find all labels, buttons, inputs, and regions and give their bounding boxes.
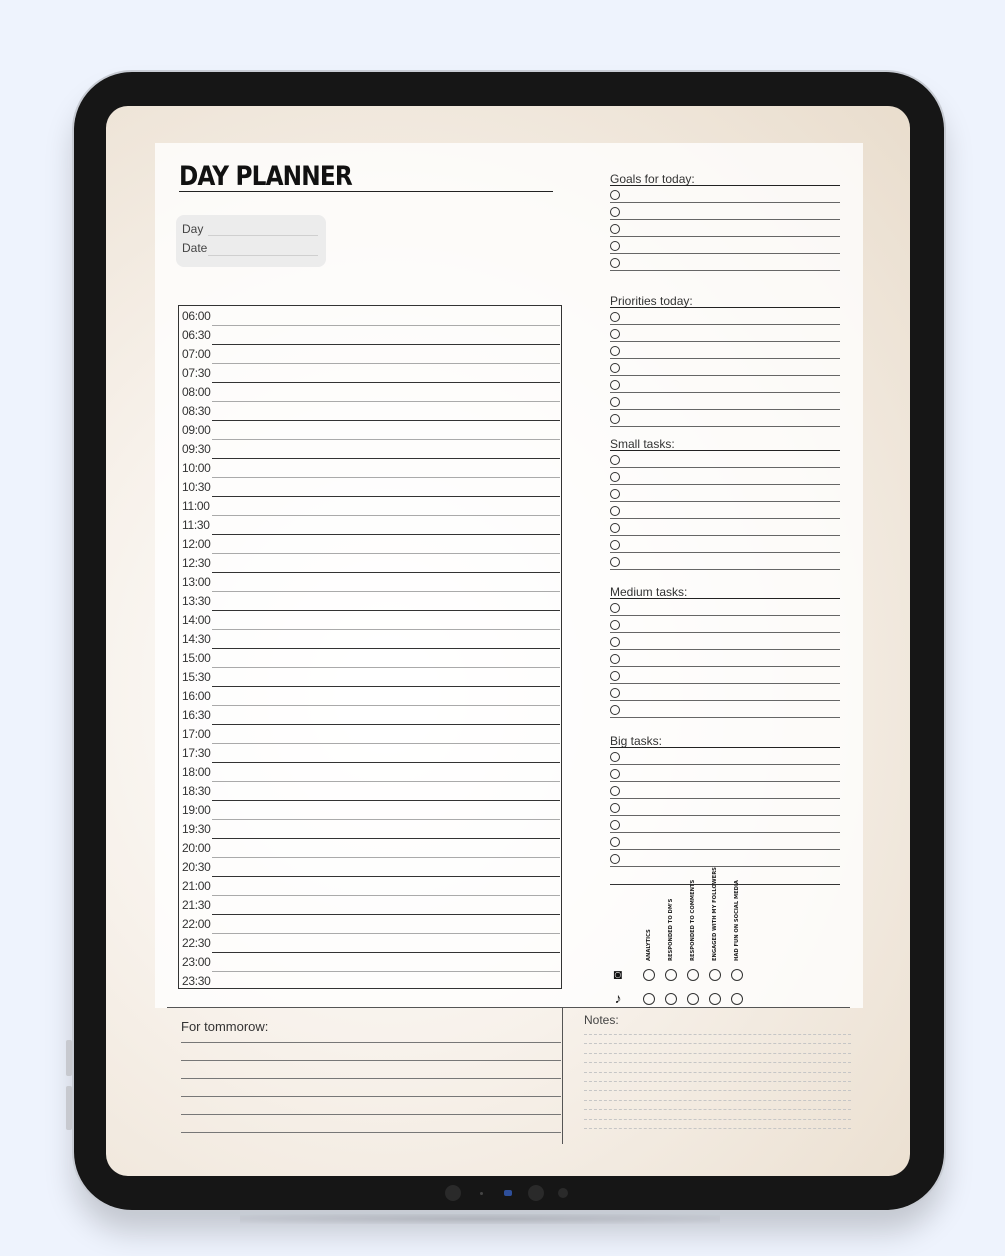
time-slot-label: 17:00 [182, 727, 211, 741]
time-slot-label: 16:00 [182, 689, 211, 703]
date-label: Date [182, 241, 208, 255]
checkbox-circle[interactable] [610, 329, 620, 339]
tomorrow-line[interactable] [181, 1060, 561, 1061]
time-slot-line[interactable] [212, 458, 560, 459]
sensor-icon [480, 1192, 483, 1195]
time-slot-label: 07:30 [182, 366, 211, 380]
time-slot-line[interactable] [212, 629, 560, 630]
time-slot-line[interactable] [212, 857, 560, 858]
tomorrow-line[interactable] [181, 1042, 561, 1043]
time-slot-label: 20:00 [182, 841, 211, 855]
time-slot-line[interactable] [212, 477, 560, 478]
checkbox-circle[interactable] [610, 414, 620, 424]
time-slot-label: 06:30 [182, 328, 211, 342]
time-slot-line[interactable] [212, 667, 560, 668]
time-slot-line[interactable] [212, 363, 560, 364]
task-item[interactable] [610, 376, 840, 393]
sensor-icon [558, 1188, 568, 1198]
time-slot-label: 10:30 [182, 480, 211, 494]
task-item[interactable] [610, 186, 840, 203]
time-slot-line[interactable] [212, 325, 560, 326]
time-slot-label: 18:30 [182, 784, 211, 798]
social-column-header: RESPONDED TO COMMENTS [690, 879, 696, 961]
time-slot-label: 08:00 [182, 385, 211, 399]
task-item[interactable] [610, 782, 840, 799]
task-item[interactable] [610, 220, 840, 237]
notes-line[interactable] [584, 1109, 851, 1110]
tomorrow-label: For tommorow: [181, 1019, 269, 1034]
time-slot-label: 12:30 [182, 556, 211, 570]
time-slot-label: 07:00 [182, 347, 211, 361]
task-item[interactable] [610, 342, 840, 359]
social-checkbox[interactable] [665, 993, 677, 1005]
time-slot-line[interactable] [212, 914, 560, 915]
task-item[interactable] [610, 359, 840, 376]
section-title: Goals for today: [610, 172, 695, 186]
time-slot-line[interactable] [212, 800, 560, 801]
time-slot-line[interactable] [212, 743, 560, 744]
time-slot-line[interactable] [212, 344, 560, 345]
time-slot-label: 14:00 [182, 613, 211, 627]
time-slot-label: 12:00 [182, 537, 211, 551]
task-item[interactable] [610, 254, 840, 271]
time-slot-line[interactable] [212, 382, 560, 383]
hourly-schedule [178, 305, 562, 989]
social-checkbox[interactable] [731, 969, 743, 981]
social-checkbox[interactable] [643, 993, 655, 1005]
checkbox-circle[interactable] [610, 207, 620, 217]
checkbox-circle[interactable] [610, 688, 620, 698]
notes-line[interactable] [584, 1090, 851, 1091]
time-slot-label: 10:00 [182, 461, 211, 475]
checkbox-circle[interactable] [610, 523, 620, 533]
day-label: Day [182, 222, 204, 236]
task-item[interactable] [610, 650, 840, 667]
task-item[interactable] [610, 393, 840, 410]
task-line [610, 569, 840, 570]
checkbox-circle[interactable] [610, 312, 620, 322]
time-slot-line[interactable] [212, 705, 560, 706]
notes-line[interactable] [584, 1062, 851, 1063]
time-slot-label: 08:30 [182, 404, 211, 418]
social-checkbox[interactable] [643, 969, 655, 981]
time-slot-line[interactable] [212, 572, 560, 573]
task-item[interactable] [610, 519, 840, 536]
notes-line[interactable] [584, 1072, 851, 1073]
section-title: Small tasks: [610, 437, 675, 451]
checkbox-circle[interactable] [610, 603, 620, 613]
social-checkbox[interactable] [709, 969, 721, 981]
task-item[interactable] [610, 325, 840, 342]
time-slot-label: 13:00 [182, 575, 211, 589]
checkbox-circle[interactable] [610, 363, 620, 373]
checkbox-circle[interactable] [610, 557, 620, 567]
time-slot-line[interactable] [212, 876, 560, 877]
social-column-header: ENGAGED WITH MY FOLLOWERS [712, 867, 718, 961]
task-item[interactable] [610, 633, 840, 650]
checkbox-circle[interactable] [610, 397, 620, 407]
section-title: Medium tasks: [610, 585, 688, 599]
time-slot-line[interactable] [212, 401, 560, 402]
time-slot-label: 15:30 [182, 670, 211, 684]
time-slot-label: 13:30 [182, 594, 211, 608]
time-slot-line[interactable] [212, 515, 560, 516]
task-item[interactable] [610, 850, 840, 867]
notes-line[interactable] [584, 1034, 851, 1035]
task-end-line [610, 884, 840, 885]
task-item[interactable] [610, 616, 840, 633]
time-slot-label: 20:30 [182, 860, 211, 874]
checkbox-circle[interactable] [610, 752, 620, 762]
task-item[interactable] [610, 833, 840, 850]
camera-icon [528, 1185, 544, 1201]
checkbox-circle[interactable] [610, 489, 620, 499]
notes-line[interactable] [584, 1053, 851, 1054]
task-line [610, 866, 840, 867]
time-slot-label: 21:30 [182, 898, 211, 912]
section-title: Priorities today: [610, 294, 693, 308]
time-slot-line[interactable] [212, 819, 560, 820]
time-slot-line[interactable] [212, 648, 560, 649]
time-slot-line[interactable] [212, 591, 560, 592]
time-slot-label: 06:00 [182, 309, 211, 323]
checkbox-circle[interactable] [610, 820, 620, 830]
tablet-side-button [66, 1040, 72, 1076]
time-slot-label: 14:30 [182, 632, 211, 646]
checkbox-circle[interactable] [610, 786, 620, 796]
time-slot-line[interactable] [212, 724, 560, 725]
checkbox-circle[interactable] [610, 705, 620, 715]
checkbox-circle[interactable] [610, 224, 620, 234]
task-item[interactable] [610, 502, 840, 519]
time-slot-label: 11:30 [182, 518, 210, 532]
planner-page [155, 143, 863, 1144]
social-checkbox[interactable] [687, 993, 699, 1005]
time-slot-line[interactable] [212, 895, 560, 896]
notes-label: Notes: [584, 1013, 619, 1027]
time-slot-line[interactable] [212, 838, 560, 839]
task-item[interactable] [610, 701, 840, 718]
tomorrow-line[interactable] [181, 1078, 561, 1079]
task-item[interactable] [610, 553, 840, 570]
day-date-box [176, 215, 326, 267]
tomorrow-line[interactable] [181, 1114, 561, 1115]
social-column-header: HAD FUN ON SOCIAL MEDIA [734, 880, 740, 961]
notes-line[interactable] [584, 1128, 851, 1129]
social-column-header: ANALYTICS [646, 929, 652, 961]
checkbox-circle[interactable] [610, 346, 620, 356]
checkbox-circle[interactable] [610, 854, 620, 864]
time-slot-label: 19:00 [182, 803, 211, 817]
checkbox-circle[interactable] [610, 258, 620, 268]
social-column-header: RESPONDED TO DM'S [668, 898, 674, 961]
tablet-shadow [240, 1214, 720, 1224]
bottom-divider [167, 1007, 850, 1008]
notes-line[interactable] [584, 1081, 851, 1082]
task-item[interactable] [610, 816, 840, 833]
task-item[interactable] [610, 203, 840, 220]
checkbox-circle[interactable] [610, 380, 620, 390]
bottom-vertical-divider [562, 1007, 563, 1144]
task-line [610, 717, 840, 718]
task-item[interactable] [610, 308, 840, 325]
checkbox-circle[interactable] [610, 472, 620, 482]
task-item[interactable] [610, 765, 840, 782]
checkbox-circle[interactable] [610, 620, 620, 630]
time-slot-label: 17:30 [182, 746, 211, 760]
task-item[interactable] [610, 799, 840, 816]
checkbox-circle[interactable] [610, 769, 620, 779]
time-slot-line[interactable] [212, 781, 560, 782]
time-slot-line[interactable] [212, 610, 560, 611]
time-slot-label: 19:30 [182, 822, 211, 836]
time-slot-label: 15:00 [182, 651, 211, 665]
day-field[interactable] [208, 235, 318, 236]
time-slot-label: 23:00 [182, 955, 211, 969]
instagram-icon: ◙ [613, 966, 623, 982]
task-item[interactable] [610, 237, 840, 254]
time-slot-label: 22:00 [182, 917, 211, 931]
checkbox-circle[interactable] [610, 506, 620, 516]
task-item[interactable] [610, 684, 840, 701]
notes-line[interactable] [584, 1043, 851, 1044]
tiktok-icon: ♪ [614, 990, 622, 1006]
social-checkbox[interactable] [687, 969, 699, 981]
tomorrow-line[interactable] [181, 1096, 561, 1097]
time-slot-label: 18:00 [182, 765, 211, 779]
task-item[interactable] [610, 410, 840, 427]
title-underline [179, 191, 553, 192]
time-slot-line[interactable] [212, 952, 560, 953]
social-checkbox[interactable] [665, 969, 677, 981]
checkbox-circle[interactable] [610, 654, 620, 664]
checkbox-circle[interactable] [610, 540, 620, 550]
task-item[interactable] [610, 667, 840, 684]
social-checkbox[interactable] [709, 993, 721, 1005]
tablet-side-button [66, 1086, 72, 1130]
task-line [610, 270, 840, 271]
checkbox-circle[interactable] [610, 837, 620, 847]
time-slot-line[interactable] [212, 534, 560, 535]
task-item[interactable] [610, 485, 840, 502]
checkbox-circle[interactable] [610, 637, 620, 647]
time-slot-label: 21:00 [182, 879, 211, 893]
task-line [610, 426, 840, 427]
time-slot-label: 22:30 [182, 936, 211, 950]
checkbox-circle[interactable] [610, 241, 620, 251]
tomorrow-line[interactable] [181, 1132, 561, 1133]
task-item[interactable] [610, 748, 840, 765]
task-item[interactable] [610, 536, 840, 553]
camera-icon [445, 1185, 461, 1201]
task-item[interactable] [610, 468, 840, 485]
checkbox-circle[interactable] [610, 455, 620, 465]
time-slot-line[interactable] [212, 553, 560, 554]
notes-line[interactable] [584, 1119, 851, 1120]
task-item[interactable] [610, 599, 840, 616]
checkbox-circle[interactable] [610, 803, 620, 813]
time-slot-line[interactable] [212, 933, 560, 934]
time-slot-label: 11:00 [182, 499, 210, 513]
time-slot-label: 23:30 [182, 974, 211, 988]
time-slot-line[interactable] [212, 496, 560, 497]
notes-line[interactable] [584, 1100, 851, 1101]
checkbox-circle[interactable] [610, 671, 620, 681]
time-slot-label: 09:30 [182, 442, 211, 456]
time-slot-line[interactable] [212, 971, 560, 972]
time-slot-label: 09:00 [182, 423, 211, 437]
checkbox-circle[interactable] [610, 190, 620, 200]
time-slot-line[interactable] [212, 439, 560, 440]
section-title: Big tasks: [610, 734, 663, 748]
page-title: DAY PLANNER [179, 161, 352, 192]
social-checkbox[interactable] [731, 993, 743, 1005]
tablet-camera-bar [0, 1176, 1005, 1210]
time-slot-line[interactable] [212, 762, 560, 763]
time-slot-label: 16:30 [182, 708, 211, 722]
time-slot-line[interactable] [212, 420, 560, 421]
sensor-icon [504, 1190, 512, 1196]
time-slot-line[interactable] [212, 686, 560, 687]
date-field[interactable] [208, 255, 318, 256]
task-item[interactable] [610, 451, 840, 468]
